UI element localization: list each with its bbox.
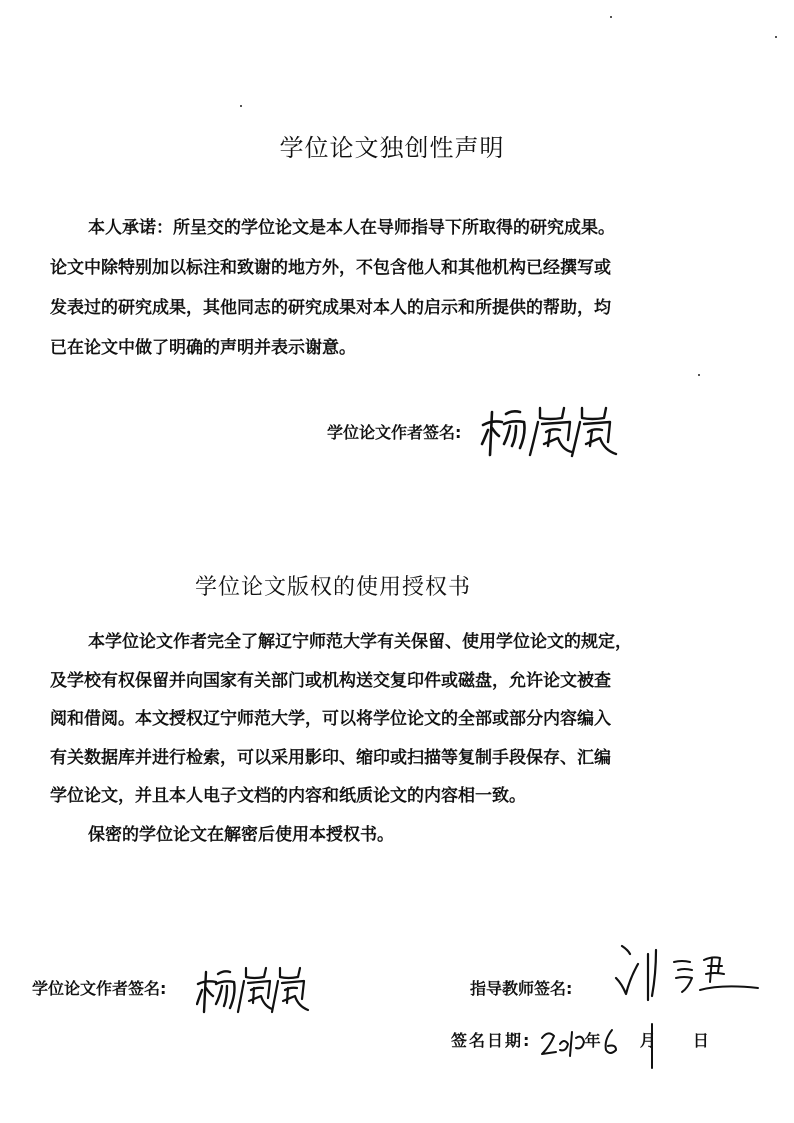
day-label: 日: [692, 1031, 711, 1050]
advisor-handwritten-signature: [612, 938, 762, 1008]
scan-speck: [775, 36, 777, 38]
handwritten-date: [536, 1016, 686, 1072]
advisor-signature-label: 指导教师签名:: [470, 979, 573, 998]
declaration-line-3: 发表过的研究成果，其他同志的研究成果对本人的启示和所提供的帮助，均: [50, 298, 611, 318]
authorization-line-1: 本学位论文作者完全了解辽宁师范大学有关保留、使用学位论文的规定，: [88, 632, 632, 652]
declaration-line-1: 本人承诺：所呈交的学位论文是本人在导师指导下所取得的研究成果。: [88, 218, 615, 238]
secrecy-note: 保密的学位论文在解密后使用本授权书。: [88, 825, 394, 845]
scan-speck: [240, 105, 242, 107]
author-handwritten-signature-2: [196, 962, 311, 1017]
author-handwritten-signature-1: [480, 400, 620, 460]
authorization-line-4: 有关数据库并进行检索，可以采用影印、缩印或扫描等复制手段保存、汇编: [50, 747, 611, 768]
authorization-line-2: 及学校有权保留并向国家有关部门或机构送交复印件或磁盘，允许论文被查: [50, 670, 611, 691]
authorization-title: 学位论文版权的使用授权书: [195, 575, 472, 600]
month-label: 月: [639, 1031, 658, 1050]
author-signature-label-2: 学位论文作者签名:: [32, 979, 167, 998]
scan-speck: [610, 16, 612, 18]
author-signature-label-1: 学位论文作者签名:: [327, 423, 462, 442]
authorization-paragraph: [50, 623, 720, 816]
authorization-line-3: 阅和借阅。本文授权辽宁师范大学，可以将学位论文的全部或部分内容编入: [50, 709, 611, 729]
declaration-line-4: 已在论文中做了明确的声明并表示谢意。: [50, 338, 356, 358]
declaration-paragraph: [50, 208, 720, 368]
scan-speck: [698, 374, 700, 376]
declaration-title: 学位论文独创性声明: [279, 134, 505, 162]
date-label: 签名日期:: [451, 1031, 532, 1050]
authorization-line-5: 学位论文，并且本人电子文档的内容和纸质论文的内容相一致。: [50, 786, 526, 806]
declaration-line-2: 论文中除特别加以标注和致谢的地方外，不包含他人和其他机构已经撰写或: [50, 258, 611, 278]
year-label: 年: [584, 1031, 603, 1050]
